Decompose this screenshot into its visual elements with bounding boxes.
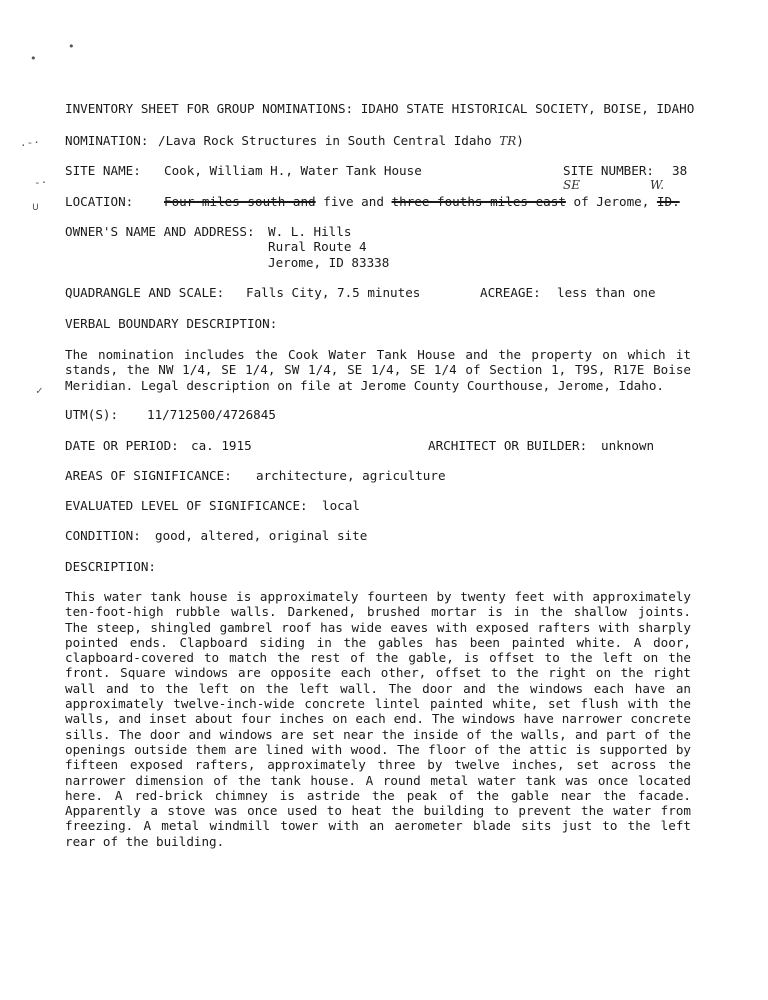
paragraph-line: here. A red-brick chimney is astride the peak of the gable near the facade. xyxy=(65,787,691,803)
paragraph-line: fifteen exposed rafters, approximately three by twelve inches, set across the xyxy=(65,757,691,773)
margin-check-mark: ✓ xyxy=(36,384,43,397)
paragraph-line: narrower dimension of the tank house. A round metal water tank was once located xyxy=(65,772,691,788)
date-value: ca. 1915 xyxy=(191,438,252,453)
nomination-value: /Lava Rock Structures in South Central Idaho TR) xyxy=(158,133,524,148)
margin-check-mark: -· xyxy=(34,176,48,189)
location-struck-text: ID. xyxy=(656,194,680,209)
condition-value: good, altered, original site xyxy=(155,528,368,543)
sheet-header: INVENTORY SHEET FOR GROUP NOMINATIONS: IDAHO STATE HISTORICAL SOCIETY, BOISE, IDAHO xyxy=(65,101,695,116)
scan-dot-mark: • xyxy=(68,40,75,53)
paragraph-line: front. Square windows are opposite each other, offset to the right on the right xyxy=(65,665,691,681)
evaluated-label: EVALUATED LEVEL OF SIGNIFICANCE: xyxy=(65,498,308,513)
description-text xyxy=(65,589,691,849)
paragraph-line: The steep, shingled gambrel roof has wide eaves with exposed rafters with sharply xyxy=(65,619,691,635)
verbal-boundary-text xyxy=(65,347,691,393)
architect-label: ARCHITECT OR BUILDER: xyxy=(428,438,588,453)
paragraph-line: Apparently a stove was once used to heat the building to prevent the water from xyxy=(65,803,691,819)
paragraph-line: sills. The door and windows are set near the inside of the walls, and part of the xyxy=(65,726,691,742)
location-handwritten-se: SE xyxy=(563,178,580,192)
utm-label: UTM(S): xyxy=(65,407,119,422)
paragraph-line: openings outside them are lined with wood. The floor of the attic is supported by xyxy=(65,741,691,757)
verbal-boundary-label: VERBAL BOUNDARY DESCRIPTION: xyxy=(65,316,278,331)
utm-value: 11/712500/4726845 xyxy=(147,407,276,422)
site-number-label: SITE NUMBER: xyxy=(563,163,654,178)
areas-value: architecture, agriculture xyxy=(256,468,446,483)
site-name-value: Cook, William H., Water Tank House xyxy=(164,163,422,178)
quadrangle-value: Falls City, 7.5 minutes xyxy=(246,285,421,300)
date-label: DATE OR PERIOD: xyxy=(65,438,179,453)
location-text: of Jerome, xyxy=(573,194,650,209)
paragraph-line: The nomination includes the Cook Water Tank House and the property on which it xyxy=(65,347,691,362)
condition-label: CONDITION: xyxy=(65,528,141,543)
paragraph-line: stands, the NW 1/4, SE 1/4, SW 1/4, SE 1/4, SE 1/4 of Section 1, T9S, R17E Boise xyxy=(65,362,691,378)
description-label: DESCRIPTION: xyxy=(65,559,156,574)
owner-label: OWNER'S NAME AND ADDRESS: xyxy=(65,224,255,239)
paragraph-line: clapboard-covered to match the rest of the gable, is offset to the left on the xyxy=(65,650,691,666)
paragraph-line: ten-foot-high rubble walls. Darkened, brushed mortar is in the shallow joints. xyxy=(65,604,691,620)
location-handwritten-w: W. xyxy=(650,178,665,192)
site-name-label: SITE NAME: xyxy=(65,163,141,178)
paragraph-line: This water tank house is approximately fourteen by twenty feet with approximately xyxy=(65,589,691,604)
quadrangle-label: QUADRANGLE AND SCALE: xyxy=(65,285,225,300)
owner-line: Rural Route 4 xyxy=(268,239,367,254)
owner-line: Jerome, ID 83338 xyxy=(268,255,390,270)
paragraph-line: rear of the building. xyxy=(65,833,225,849)
nomination-handwritten: TR xyxy=(499,134,517,148)
architect-value: unknown xyxy=(601,438,655,453)
margin-check-mark: .-· xyxy=(20,136,40,149)
areas-label: AREAS OF SIGNIFICANCE: xyxy=(65,468,232,483)
paragraph-line: Meridian. Legal description on file at Jerome County Courthouse, Jerome, Idaho. xyxy=(65,377,664,393)
location-struck-text: three-fouths miles east xyxy=(391,194,566,209)
paragraph-line: walls, and inset about four inches on each end. The windows have narrower concrete xyxy=(65,711,691,727)
location-struck-text: Four miles south and xyxy=(164,194,316,209)
location-value xyxy=(164,194,680,209)
paragraph-line: approximately twelve-inch-wide concrete lintel painted white, set flush with the xyxy=(65,696,691,712)
acreage-label: ACREAGE: xyxy=(480,285,541,300)
acreage-value: less than one xyxy=(557,285,656,300)
evaluated-value: local xyxy=(322,498,360,513)
location-text: five and xyxy=(323,194,384,209)
nomination-label: NOMINATION: xyxy=(65,133,149,148)
scan-dot-mark: • xyxy=(30,52,37,65)
nomination-text: Lava Rock Structures in South Central Idaho xyxy=(165,133,492,148)
owner-line: W. L. Hills xyxy=(268,224,352,239)
paragraph-line: wall and to the left on the left wall. The door and the windows each have an xyxy=(65,680,691,696)
location-label: LOCATION: xyxy=(65,194,134,209)
margin-check-mark: ∪ xyxy=(32,200,39,213)
site-number-value: 38 xyxy=(672,163,688,178)
paragraph-line: pointed ends. Clapboard siding in the gables has been painted white. A door, xyxy=(65,634,691,650)
paragraph-line: freezing. A metal windmill tower with an aerometer blade sits just to the left xyxy=(65,818,691,834)
